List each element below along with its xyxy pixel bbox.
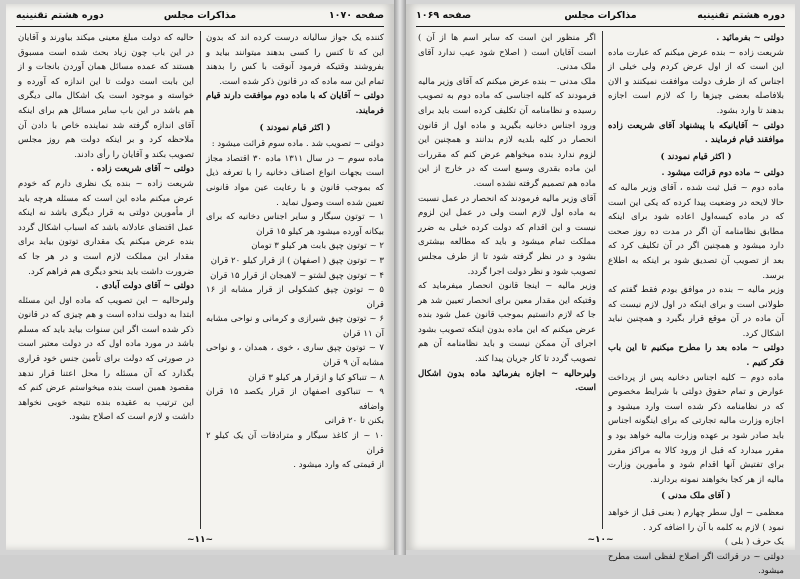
- list-item: ۳ ~ توتون چپق ( اصفهان ) از قرار کیلو ۲۰ قران: [210, 255, 384, 266]
- paragraph: ملک مدنی ~ بنده عرض میکنم که آقای وزیر مالیه فرمودند که کلیه اجناسی که ماده دوم به تصویب رسیده و نظامنامه آن تکلیف کرده است باید برای ورود اجناس دخانیه بگیرید و ماده اول از قانون انحصار در کلیه بلدیه لازم بدانند و همچنین این لزوم ندارد بنده میخواهم عرض کنم که مقررات این ماده بقدری وسیع است که در خارج از این ماده هم تصمیم گرفته نشده است.: [418, 76, 596, 189]
- paragraph: ولیرحالیه ~ این تصویب که ماده اول این مسئله ابتدا به دولت نداده است و هم چیزی که در قانون ذکر شده است اگر این سنوات بیاید باید که مسلم باشد در مورد ماده اول که در دولت معتبر است در صورتی که دولت برای تأمین جنس خود قراری بگذارد که آن مسئله را محل اعتنا قرار ندهد مقصود همین است بنده میخواستم عرض کنم که این ترتیب به عقیده بنده نتیجه خوبی نخواهد داشت و لازم است که اصلاح بشود.: [18, 295, 194, 423]
- list-item: ۷ ~ توتون چپق ساری ، خوی ، همدان ، و نواحی مشابه آن ۹ قران: [206, 343, 384, 369]
- list-item: ۵ ~ توتون چپق کشکولی از قرار مشابه از ۱۶ قران: [206, 285, 384, 310]
- paragraph: ماده دوم ~ کلیه اجناس دخانیه پس از پرداخت عوارض و تمام حقوق دولتی با شرایط مخصوص که در نظامنامه ذکر شده است وارد میشود و اجازه وزارت مالیه تجارتی که برای اینگونه اجناس باید صادر شود بر عهده وزارت مالیه خواهد بود و مقرر میدارد که قبل از ورود کالا به مراکز مقرر برای تفتیش آنها اقدام شود و مأمورین وزارت مالیه از هر کجا بخواهند نمونه بردارند.: [608, 372, 784, 485]
- header-rule: [416, 26, 785, 27]
- paragraph: دولتی ~ ماده دوم قرائت میشود .: [661, 168, 784, 179]
- paragraph: دولتی ~ آقای دولت آبادی .: [95, 281, 194, 292]
- column-divider: [602, 31, 603, 529]
- paragraph: کننده یک جواز سالیانه درست کرده اند که بدون این که تا کنس را کسی بدهند میتوانند بیاید و بفروشند وقتیکه فرمود آنوقت با کس را بدهند تمام این سه ماده که در قانون ذکر شده است.: [206, 33, 384, 87]
- paragraph: وزیر مالیه ~ اینجا قانون انحصار میفرماید که وقتیکه این مقدار معین برای انحصار تعیین شد هر جا که لازم دانستیم بموجب قانون عمل شود بنده عرض میکنم که این ماده بدون اینکه تصویب بشود اجرای آن ممکن نیست و باید نظامنامه آن هم تصویب گردد تا کار جریان پیدا کند.: [418, 281, 596, 365]
- paragraph: اگر منظور این است که سایر اسم ها از آن ) است آقایان است ( اصلاح شود عیب ندارد آقای ملک مدنی.: [418, 33, 596, 73]
- list-item: بکنن تا ۲۰ قرانی: [324, 416, 384, 427]
- left-page: [6, 4, 394, 550]
- list-item: از قیمتی که وارد میشود .: [293, 460, 384, 471]
- left-text-column: [418, 31, 596, 529]
- paragraph: وزیر مالیه ~ بنده در موافق بودم فقط گفتم که طولانی است و برای اینکه در اول لازم نیست که آن ماده در آن موقع قرار بگیرد و همچنین نباید اشکال کرد.: [608, 285, 784, 339]
- journal-title: مذاكرات مجلس: [163, 10, 237, 21]
- paragraph: یک حرف ( بلی ): [724, 537, 784, 548]
- vote-note: ( اکثر قیام نمودند ): [660, 151, 732, 162]
- paragraph: دولتی ~ در قرائت اگر اصلاح لفظی است مطرح میشود.: [608, 551, 784, 577]
- page-header: [16, 10, 384, 26]
- list-item: ۹ ~ تنباکوی اصفهان از قرار یکصد ۱۵ قران واضافه: [206, 387, 384, 412]
- right-page: [406, 4, 795, 577]
- vote-note: ( اکثر قیام نمودند ): [259, 122, 331, 133]
- journal-title: مذاكرات مجلس: [564, 10, 637, 21]
- paragraph: دولتی ~ آقایانیکه با پیشنهاد آقای شریعت زاده موافقند قیام فرمایند .: [608, 120, 784, 146]
- list-item: ۴ ~ توتون چپق لشتو ~ لاهیجان از قرار ۱۵ قران: [210, 270, 384, 281]
- list-item: ۲ ~ توتون چپق بابت هر کیلو ۳ تومان: [251, 241, 384, 252]
- session-label: دوره هشتم تقنينيه: [16, 10, 104, 21]
- page-number-label: صفحه ۱۰۶۹: [416, 10, 472, 21]
- paragraph: دولتی ~ بفرمائید .: [716, 33, 784, 43]
- paragraph: آقای وزیر مالیه فرمودند که انحصار در عمل نسبت به ماده اول لازم است ولی در عمل این لزوم نیست و این اقدام که دولت کرده خیلی به ضرر مملکت تمام میشود و باید که مطالعه بیشتری بشود و در نظر گرفته شود تا از طرف مجلس تصویب شود و نظر دولت اجرا گردد.: [418, 193, 596, 277]
- paragraph: شریعت زاده ~ بنده یک نظری دارم که خودم عرض میکنم ماده این است که مسئله هرچه باید از مأمورین دولتی به قرار دیگری باشد نه اینکه عمل اقتضای عادلانه باشد که اسباب اشکال گردد بنده عرض میکنم یک مقداری توتون بیاید برای مقدار این مملکت لازم است و در هر جا که ضرورت داشت باید بنحو دیگری هم فراهم کرد.: [18, 178, 194, 277]
- paragraph: شریعت زاده ~ بنده عرض میکنم که عبارت ماده این است که از اول عرض کردم ولی خیلی از اجناس که از طرف دولت موافقت نمیکنند و الان بلافاصله بعضی چیزها را که لازم است اجازه بدهند تا وارد بشود.: [608, 47, 784, 116]
- list-item: ۱ ~ توتون سیگار و سایر اجناس دخانیه که برای بیکانه آورده میشود هر کیلو ۱۵ قران: [206, 212, 384, 237]
- list-item: ۸ ~ تنباکو کیا و ازقرار هر کیلو ۳ قران: [248, 372, 384, 383]
- list-item: ۶ ~ توتون چپق شیرازی و کرمانی و نواحی مشابه آن ۱۱ قران: [206, 314, 384, 339]
- column-divider: [200, 31, 201, 529]
- right-text-column: [608, 31, 784, 577]
- page-footer-number: ~۱۱~: [186, 535, 214, 545]
- paragraph: دولتی ~ ماده بعد را مطرح میکنیم تا این باب فکر کنیم .: [608, 343, 784, 369]
- paragraph: ماده سوم ~ در سال ۱۳۱۱ ماده ۳۰ اقتصاد مجاز است بجهات انواع اصناف دخانیه را با تعرفه ذیل که بموجب قانون و با رعایت عین مواد قانونی تعیین شده است وصول نماید .: [206, 153, 384, 208]
- list-item: ۱۰ ~ از کاغذ سیگار و مترادفات آن یک کیلو ۲ قران: [206, 431, 384, 456]
- left-text-column: [18, 31, 194, 529]
- page-header: [416, 10, 785, 26]
- paragraph: معظمی ~ اول سطر چهارم ( بعنی قبل از خواهد نمود ) لازم به کلمه با آن را اضافه کرد .: [608, 508, 784, 533]
- paragraph: دولتی ~ تصویب شد . ماده سوم قرائت میشود :: [211, 139, 384, 150]
- paragraph: ( آقای ملک مدنی ): [661, 491, 731, 502]
- book-gutter: [394, 0, 406, 555]
- paragraph: حالیه که دولت مبلغ معینی میکند بیاورند و آقایان در این باب چون زیاد بحث شده است مسبوق هستند که عمده مسائل همان آوردن بانجات و از این بابت است دولت تا این اندازه که آورده و خواسته و موجود است یک اشکال مالی دیگری هم باشد در این باب سایر مسائل هم برای اینکه آقای اندازه گرفته شد نماینده خاص با دادن آن ملاحظه کرد و بر اینکه دولت هم روز مجلس تصویب بکند و آقایان را رأی دادند.: [18, 33, 194, 160]
- paragraph: ولیرحالیه ~ اجازه بفرمائید ماده بدون اشکال است.: [418, 368, 596, 394]
- paragraph: ماده دوم ~ قبل ثبت شده ، آقای وزیر مالیه که حالا لایحه در وضعیت پیدا کرده که یکی این است که در ماده کیسه‌اول اعاده شود برای اینکه مطابق نظامنامه آن اگر در مدت ده روز صحت دارد میشود و همچنین اگر در آن تکلیف کرد که بعد از تصویب آن تصدیق شود بر اینکه به اطلاع برسد.: [608, 182, 784, 281]
- page-footer-number: ~۱۰~: [587, 535, 614, 545]
- session-label: دوره هشتم تقنينيه: [697, 10, 785, 21]
- header-rule: [16, 26, 384, 27]
- right-text-column: [206, 31, 384, 529]
- paragraph: دولتی ~ آقای شریعت زاده .: [90, 164, 194, 175]
- page-number-label: صفحه ۱۰۷۰: [328, 10, 384, 21]
- paragraph: دولتی ~ آقایان که با ماده دوم موافقت دارند قیام فرمایند.: [206, 91, 384, 116]
